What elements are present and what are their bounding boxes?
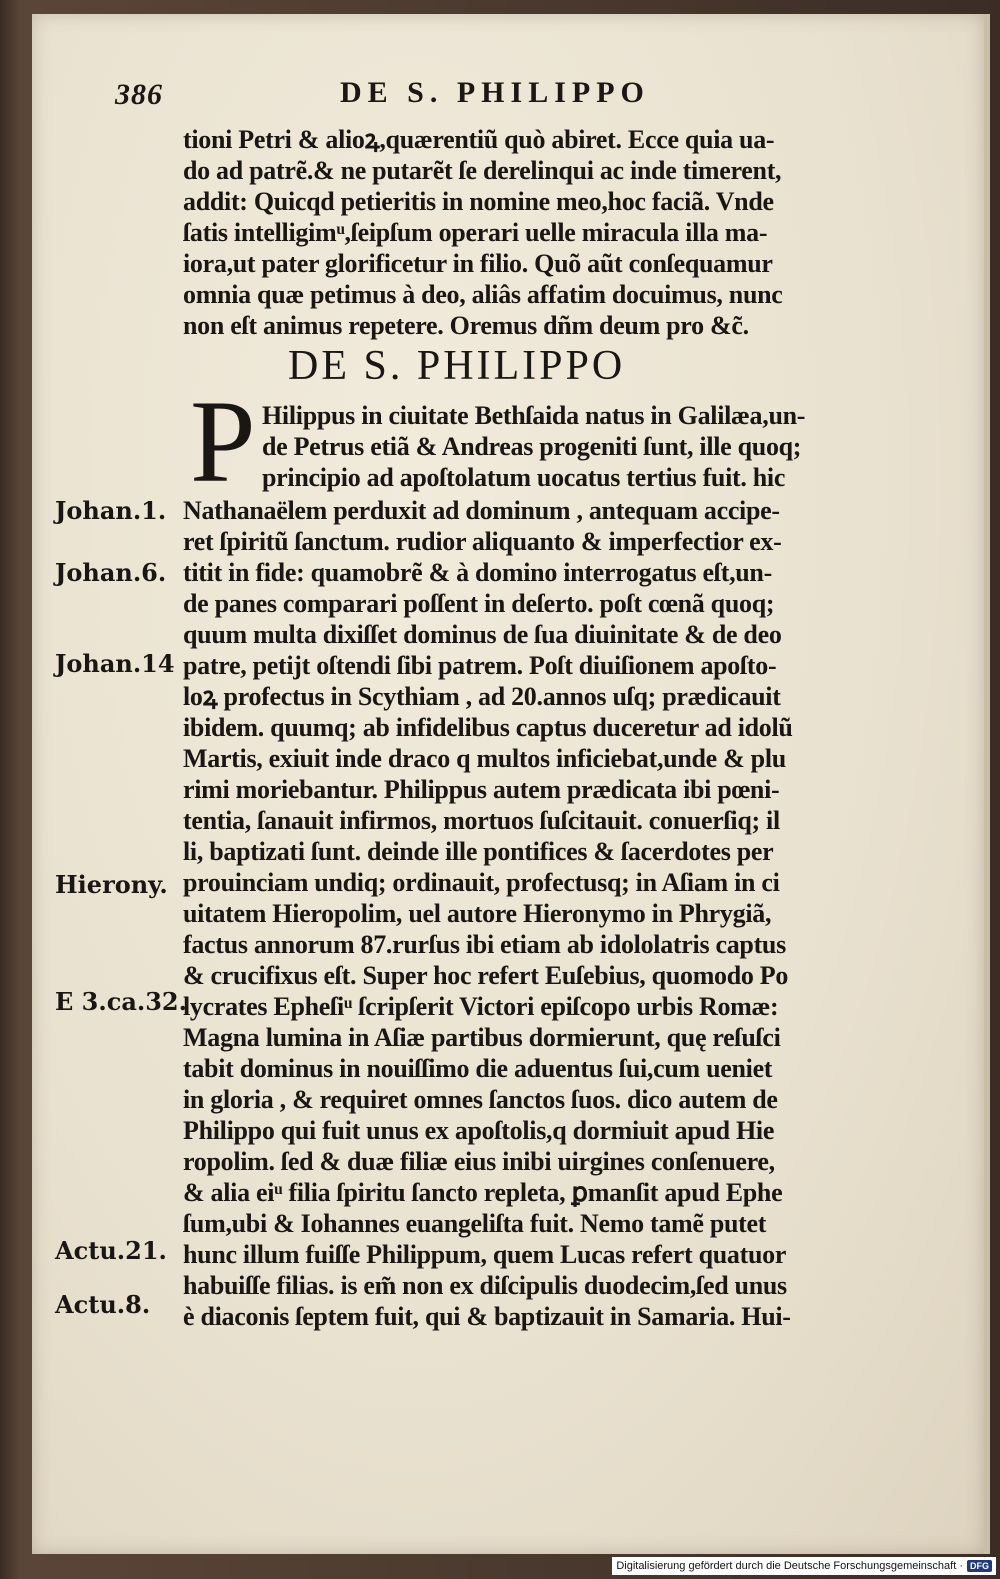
- running-title: DE S. PHILIPPO: [340, 76, 650, 109]
- margin-note: E 3.ca.32.: [55, 987, 187, 1016]
- text-line: addit: Quicqd petieritis in nomine meo,hoc faciã. Vnde: [183, 187, 774, 216]
- text-line: de panes comparari poſſent in deſerto. poſt cœnã quoq;: [183, 589, 775, 618]
- margin-note: Johan.14: [55, 649, 175, 678]
- text-line: de Petrus etiã & Andreas progeniti ſunt, ille quoq;: [262, 432, 802, 461]
- text-line: habuiſſe filias. is em̃ non ex diſcipulis duodecim,ſed unus: [183, 1271, 787, 1300]
- text-line: principio ad apoſtolatum uocatus tertius fuit. hic: [262, 463, 786, 492]
- margin-note: Actu.21.: [55, 1236, 167, 1265]
- text-line: Hilippus in ciuitate Bethſaida natus in Galilæa,un-: [262, 401, 806, 430]
- text-line: omnia quæ petimus à deo, aliâs affatim docuimus, nunc: [183, 280, 783, 309]
- text-line: rimi moriebantur. Philippus autem prædicata ibi pœni-: [183, 775, 780, 804]
- page-number: 386: [115, 78, 163, 111]
- drop-cap: P: [190, 376, 256, 507]
- text-line: tentia, ſanauit infirmos, mortuos ſuſcitauit. conuerſiq; il: [183, 806, 780, 835]
- dfg-logo: DFG: [967, 1560, 992, 1572]
- text-line: ibidem. quumq; ab infidelibus captus duceretur ad idolũ: [183, 713, 793, 742]
- text-line: titit in fide: quamobrẽ & à domino interrogatus eſt,un-: [183, 558, 772, 587]
- margin-note: Actu.8.: [55, 1290, 151, 1319]
- text-line: uitatem Hieropolim, uel autore Hieronymo in Phrygiã,: [183, 899, 772, 928]
- text-line: factus annorum 87.rurſus ibi etiam ab idololatris captus: [183, 930, 786, 959]
- section-heading: DE S. PHILIPPO: [288, 343, 626, 389]
- text-line: quum multa dixiſſet dominus de ſua diuinitate & de deo: [183, 620, 782, 649]
- text-line: do ad patrẽ.& ne putarẽt ſe derelinqui ac inde timerent,: [183, 156, 782, 185]
- text-line: iora,ut pater glorificetur in filio. Quõ aũt conſequamur: [183, 249, 773, 278]
- text-line: ropolim. ſed & duæ filiæ eius inibi uirgines conſenuere,: [183, 1147, 775, 1176]
- text-line: hunc illum fuiſſe Philippum, quem Lucas refert quatuor: [183, 1240, 787, 1269]
- digitization-footer: [612, 1557, 996, 1575]
- text-line: tabit dominus in nouiſſimo die aduentus ſui,cum ueniet: [183, 1054, 773, 1083]
- text-line: lycrates Epheſiᵘ ſcripſerit Victori epiſcopo urbis Romæ:: [183, 992, 779, 1021]
- text-line: tioni Petri & alioꝝ,quærentiũ quò abiret. Ecce quia ua-: [183, 125, 775, 154]
- text-line: & crucifixus eſt. Super hoc refert Euſebius, quomodo Po: [183, 961, 789, 990]
- margin-note: Hierony.: [55, 870, 168, 899]
- text-line: Philippo qui fuit unus ex apoſtolis,q dormiuit apud Hie: [183, 1116, 775, 1145]
- text-line: ſum,ubi & Iohannes euangeliſta fuit. Nemo tamẽ putet: [183, 1209, 767, 1238]
- text-line: prouinciam undiq; ordinauit, profectusq; in Aſiam in ci: [183, 868, 780, 897]
- text-line: ret ſpiritũ ſanctum. rudior aliquanto & imperfectior ex-: [183, 527, 782, 556]
- text-line: è diaconis ſeptem fuit, qui & baptizauit in Samaria. Hui-: [183, 1302, 791, 1331]
- text-line: li, baptizati ſunt. deinde ille pontifices & ſacerdotes per: [183, 837, 774, 866]
- margin-note: Johan.6.: [55, 558, 167, 587]
- text-line: Nathanaëlem perduxit ad dominum , antequam accipe-: [183, 496, 780, 525]
- text-line: loꝝ profectus in Scythiam , ad 20.annos uſq; prædicauit: [183, 682, 781, 711]
- running-head: [115, 76, 895, 116]
- margin-note: Johan.1.: [55, 496, 167, 525]
- text-line: patre, petijt oſtendi ſibi patrem. Poſt diuiſionem apoſto-: [183, 651, 777, 680]
- text-line: Magna lumina in Aſiæ partibus dormierunt, quę reſuſci: [183, 1023, 781, 1052]
- text-line: in gloria , & requiret omnes ſanctos ſuos. dico autem de: [183, 1085, 778, 1114]
- text-line: non eſt animus repetere. Oremus dñm deum pro &c̃.: [183, 311, 749, 340]
- text-line: Martis, exiuit inde draco q multos inficiebat,unde & plu: [183, 744, 786, 773]
- text-line: ſatis intelligimᵘ,ſeipſum operari uelle miracula illa ma-: [183, 218, 768, 247]
- footer-text: Digitalisierung gefördert durch die Deutsche Forschungsgemeinschaft ·: [616, 1560, 963, 1572]
- text-line: & alia eiᵘ filia ſpiritu ſancto repleta, ꝑmanſit apud Ephe: [183, 1178, 783, 1207]
